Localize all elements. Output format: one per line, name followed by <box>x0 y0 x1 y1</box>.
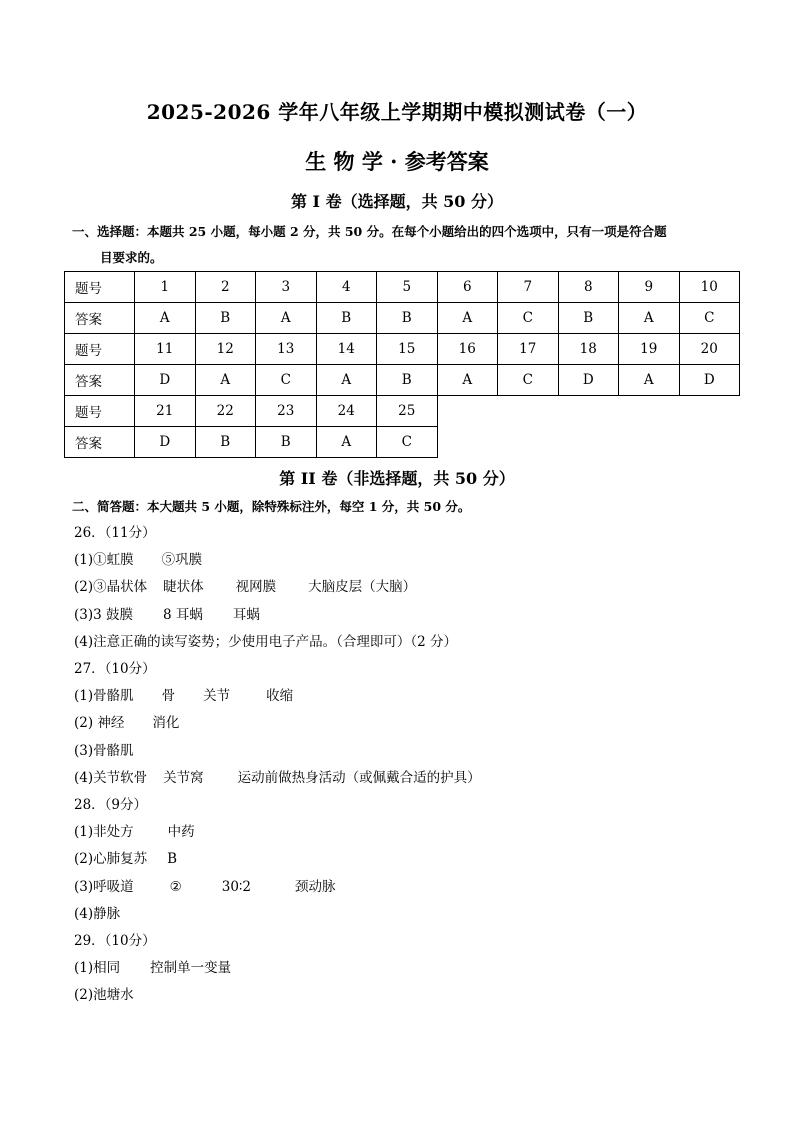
answer-blank: 控制单一变量 <box>150 960 232 977</box>
answer-cell: B <box>316 303 377 334</box>
answer-row <box>65 427 740 458</box>
answer-blank: 颈动脉 <box>295 878 336 895</box>
answer-line-lead: 29．（10分） <box>74 933 156 949</box>
question-label-cell: 题号 <box>65 334 135 365</box>
answer-cell: A <box>619 365 680 396</box>
answer-line-lead: (2)心肺复苏 <box>74 851 148 868</box>
answer-key-subtitle: 生 物 学 · 参考答案 <box>305 149 489 174</box>
answer-line-lead: 28．（9分） <box>74 797 148 813</box>
answer-line-lead: (4)关节软骨 <box>74 769 148 786</box>
answer-label-cell: 答案 <box>65 427 135 458</box>
question-number-cell: 18 <box>558 334 619 365</box>
answer-cell: B <box>377 303 438 334</box>
answer-line <box>74 630 457 650</box>
question-number-cell: 9 <box>619 272 680 303</box>
answer-line <box>74 875 336 895</box>
part1-instruction-line1: 一、选择题：本题共 25 小题，每小题 2 分，共 50 分。在每个小题给出的四个选项中，只有一项是符合题 <box>72 224 667 239</box>
question-number-cell: 6 <box>437 272 498 303</box>
answer-line <box>74 902 120 922</box>
empty-cell <box>619 427 680 458</box>
answer-line-lead: (1)骨骼肌 <box>74 688 134 705</box>
answer-line <box>74 793 147 813</box>
answer-blank: 视网膜 <box>235 579 277 596</box>
answer-label-cell: 答案 <box>65 365 135 396</box>
answer-cell: C <box>498 303 559 334</box>
answer-line-lead: (2)池塘水 <box>74 987 134 1004</box>
answer-cell: A <box>437 365 498 396</box>
answer-cell: C <box>377 427 438 458</box>
question-number-cell: 10 <box>679 272 740 303</box>
answer-blank: 耳蜗 <box>232 606 260 623</box>
answer-row <box>65 303 740 334</box>
answer-cell: B <box>195 303 256 334</box>
answer-line <box>74 983 134 1003</box>
answer-line-lead: (1)相同 <box>74 960 121 977</box>
question-number-cell: 20 <box>679 334 740 365</box>
answer-blank: 骨 <box>161 688 176 705</box>
answer-cell: A <box>437 303 498 334</box>
question-label-cell: 题号 <box>65 396 135 427</box>
part2-heading: 第 II 卷（非选择题，共 50 分） <box>279 469 515 488</box>
question-number-cell: 13 <box>256 334 317 365</box>
answer-cell: D <box>558 365 619 396</box>
answer-cell: A <box>619 303 680 334</box>
answer-line-lead: (2) 神经 <box>74 715 125 732</box>
answer-line-lead: (1)非处方 <box>74 824 134 841</box>
empty-cell <box>498 396 559 427</box>
answer-cell: C <box>256 365 317 396</box>
question-number-cell: 24 <box>316 396 377 427</box>
answer-line-lead: (1)①虹膜 <box>74 552 134 569</box>
answer-cell: A <box>195 365 256 396</box>
answer-cell: D <box>679 365 740 396</box>
question-number-cell: 15 <box>377 334 438 365</box>
question-number-cell: 23 <box>256 396 317 427</box>
question-label-cell: 题号 <box>65 272 135 303</box>
question-number-cell: 4 <box>316 272 377 303</box>
question-number-row <box>65 272 740 303</box>
answer-line-lead: (3)3 鼓膜 <box>74 606 134 623</box>
answer-line <box>74 684 293 704</box>
answer-blank: 运动前做热身活动（或佩戴合适的护具） <box>237 769 481 786</box>
answer-cell: C <box>498 365 559 396</box>
empty-cell <box>679 396 740 427</box>
answer-blank: ② <box>169 878 182 895</box>
question-number-cell: 11 <box>135 334 196 365</box>
answer-line <box>74 657 156 677</box>
answer-blank: 睫状体 <box>163 579 204 596</box>
answer-cell: B <box>256 427 317 458</box>
question-number-cell: 19 <box>619 334 680 365</box>
answer-line <box>74 739 134 759</box>
answer-line-lead: (3)呼吸道 <box>74 878 134 895</box>
answer-cell: A <box>256 303 317 334</box>
answer-blank: 中药 <box>167 824 195 841</box>
answer-line <box>74 548 202 568</box>
answer-line <box>74 766 481 786</box>
question-number-cell: 21 <box>135 396 196 427</box>
empty-cell <box>558 396 619 427</box>
answer-blank: 关节窝 <box>163 769 204 786</box>
empty-cell <box>437 427 498 458</box>
question-number-cell: 25 <box>377 396 438 427</box>
answer-blank: ⑤巩膜 <box>161 552 203 569</box>
part1-instruction <box>72 219 732 271</box>
question-number-cell: 1 <box>135 272 196 303</box>
answer-line <box>74 603 260 623</box>
answer-cell: B <box>377 365 438 396</box>
empty-cell <box>437 396 498 427</box>
answer-blank: 8 耳蜗 <box>163 606 203 623</box>
answer-line-lead: (4)静脉 <box>74 905 121 922</box>
answer-line-lead: 26．（11分） <box>74 525 156 541</box>
answer-line <box>74 521 156 541</box>
answer-line-lead: (2)③晶状体 <box>74 579 148 596</box>
empty-cell <box>498 427 559 458</box>
answer-blank: 消化 <box>152 715 180 732</box>
part2-instruction: 二、简答题：本大题共 5 小题，除特殊标注外，每空 1 分，共 50 分。 <box>72 499 471 514</box>
question-number-row <box>65 334 740 365</box>
empty-cell <box>619 396 680 427</box>
answer-cell: B <box>558 303 619 334</box>
question-number-cell: 7 <box>498 272 559 303</box>
empty-cell <box>679 427 740 458</box>
answer-blank: 30∶2 <box>221 878 252 895</box>
question-number-cell: 22 <box>195 396 256 427</box>
answer-cell: A <box>316 427 377 458</box>
question-number-cell: 17 <box>498 334 559 365</box>
answer-line <box>74 929 156 949</box>
question-number-cell: 16 <box>437 334 498 365</box>
answer-cell: A <box>316 365 377 396</box>
answer-cell: C <box>679 303 740 334</box>
question-number-cell: 14 <box>316 334 377 365</box>
part1-heading: 第 I 卷（选择题，共 50 分） <box>290 192 504 211</box>
answer-table <box>64 271 740 458</box>
answer-line-lead: (4)注意正确的读写姿势；少使用电子产品。（合理即可）（2 分） <box>74 633 458 650</box>
question-number-cell: 5 <box>377 272 438 303</box>
answer-cell: D <box>135 365 196 396</box>
answer-cell: B <box>195 427 256 458</box>
answer-line <box>74 820 195 840</box>
answer-blank: 关节 <box>203 688 231 705</box>
question-number-cell: 12 <box>195 334 256 365</box>
exam-title: 2025-2026 学年八年级上学期期中模拟测试卷（一） <box>146 100 648 124</box>
answer-line <box>74 711 179 731</box>
answer-label-cell: 答案 <box>65 303 135 334</box>
answer-blank: B <box>167 851 178 868</box>
answer-line-lead: (3)骨骼肌 <box>74 742 134 759</box>
question-number-cell: 2 <box>195 272 256 303</box>
answer-line <box>74 956 231 976</box>
answer-line-lead: 27．（10分） <box>74 661 156 677</box>
question-number-cell: 8 <box>558 272 619 303</box>
answer-blank: 收缩 <box>266 688 294 705</box>
answer-cell: A <box>135 303 196 334</box>
answer-blank: 大脑皮层（大脑） <box>308 579 417 596</box>
answer-line <box>74 575 416 595</box>
answer-cell: D <box>135 427 196 458</box>
empty-cell <box>558 427 619 458</box>
answer-line <box>74 847 177 867</box>
part1-instruction-line2: 目要求的。 <box>100 250 163 265</box>
answer-row <box>65 365 740 396</box>
question-number-cell: 3 <box>256 272 317 303</box>
question-number-row <box>65 396 740 427</box>
